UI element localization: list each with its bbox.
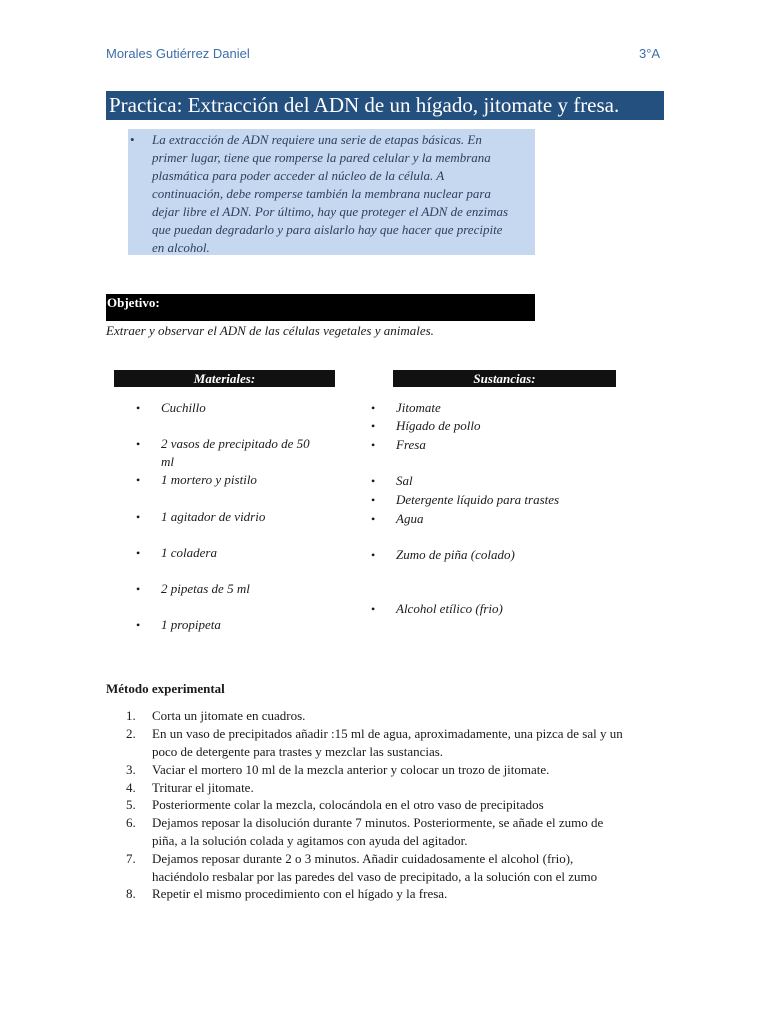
objective-text: Extraer y observar el ADN de las células vegetales y animales. (106, 323, 434, 338)
step-text: Vaciar el mortero 10 ml de la mezcla anterior y colocar un trozo de jitomate. (152, 762, 550, 777)
bullet: • (371, 602, 376, 616)
intro-line: primer lugar, tiene que romperse la pared celular y la membrana (152, 150, 491, 165)
step-text: Repetir el mismo procedimiento con el hígado y la fresa. (152, 886, 448, 901)
substance-item (371, 399, 616, 417)
bullet: • (136, 473, 141, 487)
material-label: 2 pipetas de 5 ml (161, 581, 250, 596)
substance-label: Hígado de pollo (396, 418, 481, 433)
step-number: 1. (126, 708, 136, 723)
material-label: 1 propipeta (161, 617, 221, 632)
substance-label: Detergente líquido para trastes (396, 492, 560, 507)
step-text: Triturar el jitomate. (152, 780, 254, 795)
method-step (126, 850, 662, 886)
step-number: 8. (126, 886, 136, 901)
material-item (136, 616, 331, 634)
step-number: 3. (126, 762, 136, 777)
bullet: • (371, 512, 376, 526)
step-text: Dejamos reposar durante 2 o 3 minutos. Añadir cuidadosamente el alcohol (frio), (152, 851, 574, 866)
intro-line: continuación, debe romperse también la membrana nuclear para (152, 186, 491, 201)
bullet: • (371, 548, 376, 562)
bullet: • (136, 437, 141, 451)
bullet: • (136, 618, 141, 632)
substance-item (371, 510, 616, 528)
material-label: 2 vasos de precipitado de 50 (161, 436, 310, 451)
method-step (126, 725, 662, 761)
step-number: 2. (126, 726, 136, 741)
material-label: 1 agitador de vidrio (161, 509, 266, 524)
intro-line: plasmática para poder acceder al núcleo de la célula. A (152, 168, 445, 183)
intro-line: en alcohol. (152, 240, 210, 255)
substance-item (371, 546, 616, 564)
substance-item (371, 436, 616, 454)
bullet: • (371, 438, 376, 452)
step-text: haciéndolo resbalar por las paredes del vaso de precipitado, a la solución con el zumo (152, 869, 598, 884)
bullet: • (136, 582, 141, 596)
intro-bullet: • (130, 132, 135, 147)
step-text: Dejamos reposar la disolución durante 7 minutos. Posteriormente, se añade el zumo de (152, 815, 604, 830)
step-text: En un vaso de precipitados añadir :15 ml de agua, aproximadamente, una pizca de sal y un (152, 726, 623, 741)
material-label: 1 mortero y pistilo (161, 472, 257, 487)
intro-line: La extracción de ADN requiere una serie de etapas básicas. En (152, 132, 482, 147)
step-number: 6. (126, 815, 136, 830)
method-step (126, 814, 662, 850)
method-heading: Método experimental (106, 681, 225, 696)
bullet: • (136, 546, 141, 560)
substance-label: Sal (396, 473, 413, 488)
step-number: 4. (126, 780, 136, 795)
material-label: Cuchillo (161, 400, 206, 415)
method-step (126, 796, 662, 814)
substance-label: Zumo de piña (colado) (396, 547, 515, 562)
method-step (126, 761, 662, 779)
bullet: • (136, 510, 141, 524)
substance-item (371, 491, 616, 509)
intro-box (128, 129, 535, 255)
step-text: Corta un jitomate en cuadros. (152, 708, 306, 723)
substance-item (371, 600, 616, 618)
header-author: Morales Gutiérrez Daniel (106, 46, 250, 61)
step-text: poco de detergente para trastes y mezclar las sustancias. (152, 744, 444, 759)
substances-heading: Sustancias: (393, 370, 616, 387)
intro-line: que puedan degradarlo y para aislarlo hay que hacer que precipite (152, 222, 503, 237)
bullet: • (136, 401, 141, 415)
step-text: piña, a la solución colada y agitamos con ayuda del agitador. (152, 833, 468, 848)
material-item (136, 471, 331, 489)
method-step (126, 707, 662, 725)
step-text: Posteriormente colar la mezcla, colocándola en el otro vaso de precipitados (152, 797, 544, 812)
material-label: 1 coladera (161, 545, 217, 560)
material-item (136, 399, 331, 417)
bullet: • (371, 474, 376, 488)
page-title: Practica: Extracción del ADN de un hígado, jitomate y fresa. (106, 91, 664, 120)
material-item (136, 544, 331, 562)
substance-label: Jitomate (396, 400, 441, 415)
material-label: ml (161, 454, 174, 469)
method-step (126, 779, 662, 797)
method-step (126, 885, 662, 903)
objective-heading: Objetivo: (106, 294, 535, 321)
header-group: 3°A (639, 46, 661, 61)
step-number: 5. (126, 797, 136, 812)
material-item (136, 580, 331, 598)
bullet: • (371, 419, 376, 433)
material-item (136, 435, 331, 471)
step-number: 7. (126, 851, 136, 866)
bullet: • (371, 493, 376, 507)
material-item (136, 508, 331, 526)
substance-item (371, 417, 616, 435)
substance-item (371, 472, 616, 490)
substance-label: Fresa (396, 437, 426, 452)
materials-heading: Materiales: (114, 370, 335, 387)
bullet: • (371, 401, 376, 415)
intro-line: dejar libre el ADN. Por último, hay que proteger el ADN de enzimas (152, 204, 509, 219)
substance-label: Agua (396, 511, 424, 526)
substance-label: Alcohol etílico (frio) (396, 601, 503, 616)
